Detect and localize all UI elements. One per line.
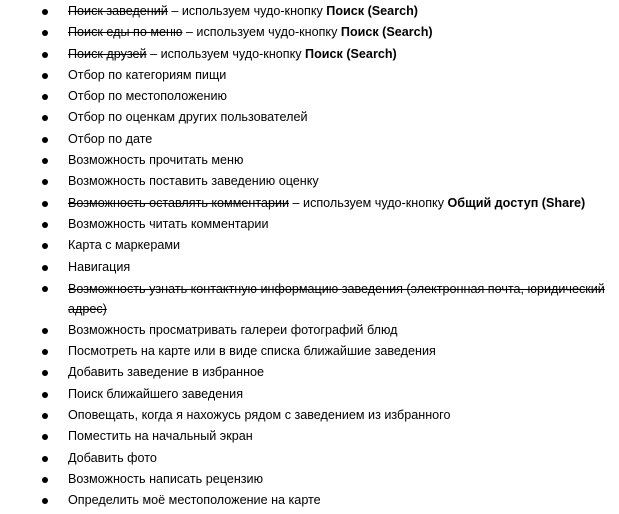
struck-text: Поиск еды по меню — [68, 25, 183, 40]
item-text: Добавить заведение в избранное — [68, 365, 265, 380]
list-item — [0, 65, 619, 86]
list-item — [0, 235, 619, 256]
item-text: Добавить фото — [68, 450, 157, 465]
item-text: – используем чудо-кнопку — [146, 46, 306, 61]
item-text: Отбор по оценкам других пользователей — [68, 110, 308, 125]
item-text: Отбор по местоположению — [68, 89, 227, 104]
item-text: – используем чудо-кнопку — [182, 25, 341, 40]
list-item — [0, 214, 619, 235]
list-item — [0, 490, 619, 511]
item-text: Возможность поставить заведению оценку — [68, 174, 319, 189]
bold-text: Поиск (Search) — [305, 46, 397, 61]
item-text: Посмотреть на карте или в виде списка ближайшие заведения — [68, 344, 436, 359]
list-item — [0, 107, 619, 128]
list-item — [0, 362, 619, 383]
item-text: Карта с маркерами — [68, 238, 181, 253]
struck-text: Возможность оставлять комментарии — [68, 195, 290, 210]
item-text: Возможность прочитать меню — [68, 153, 244, 168]
item-text: Отбор по категориям пищи — [68, 67, 227, 82]
item-text: – используем чудо-кнопку — [289, 195, 448, 210]
list-item — [0, 171, 619, 192]
struck-text: Поиск заведений — [68, 4, 168, 18]
list-item — [0, 129, 619, 150]
list-item — [0, 1, 619, 22]
list-item — [0, 22, 619, 43]
struck-text: Возможность узнать контактную информацию заведения (электронная почта, юридический адрес) — [68, 281, 605, 316]
item-text: Оповещать, когда я нахожусь рядом с заведением из избранного — [68, 408, 451, 423]
list-item — [0, 469, 619, 490]
list-item — [0, 384, 619, 405]
item-text: Определить моё местоположение на карте — [68, 493, 321, 508]
list-item — [0, 448, 619, 469]
feature-list — [0, 1, 619, 512]
list-item — [0, 341, 619, 362]
item-text: Отбор по дате — [68, 131, 153, 146]
list-item — [0, 278, 619, 320]
item-text: Возможность написать рецензию — [68, 471, 264, 486]
bold-text: Поиск (Search) — [340, 25, 433, 40]
struck-text: Поиск друзей — [68, 46, 147, 61]
bold-text: Общий доступ (Share) — [447, 195, 586, 210]
bold-text: Поиск (Search) — [326, 4, 418, 18]
list-item — [0, 193, 619, 214]
list-item — [0, 320, 619, 341]
list-item — [0, 405, 619, 426]
list-item — [0, 44, 619, 65]
item-text: – используем чудо-кнопку — [167, 4, 327, 18]
item-text: Возможность просматривать галереи фотографий блюд — [68, 322, 398, 337]
list-item — [0, 86, 619, 107]
item-text: Навигация — [68, 259, 131, 274]
list-item — [0, 426, 619, 447]
list-item — [0, 257, 619, 278]
item-text: Поместить на начальный экран — [68, 429, 253, 444]
item-text: Возможность читать комментарии — [68, 216, 269, 231]
item-text: Поиск ближайшего заведения — [68, 386, 244, 401]
list-item — [0, 150, 619, 171]
